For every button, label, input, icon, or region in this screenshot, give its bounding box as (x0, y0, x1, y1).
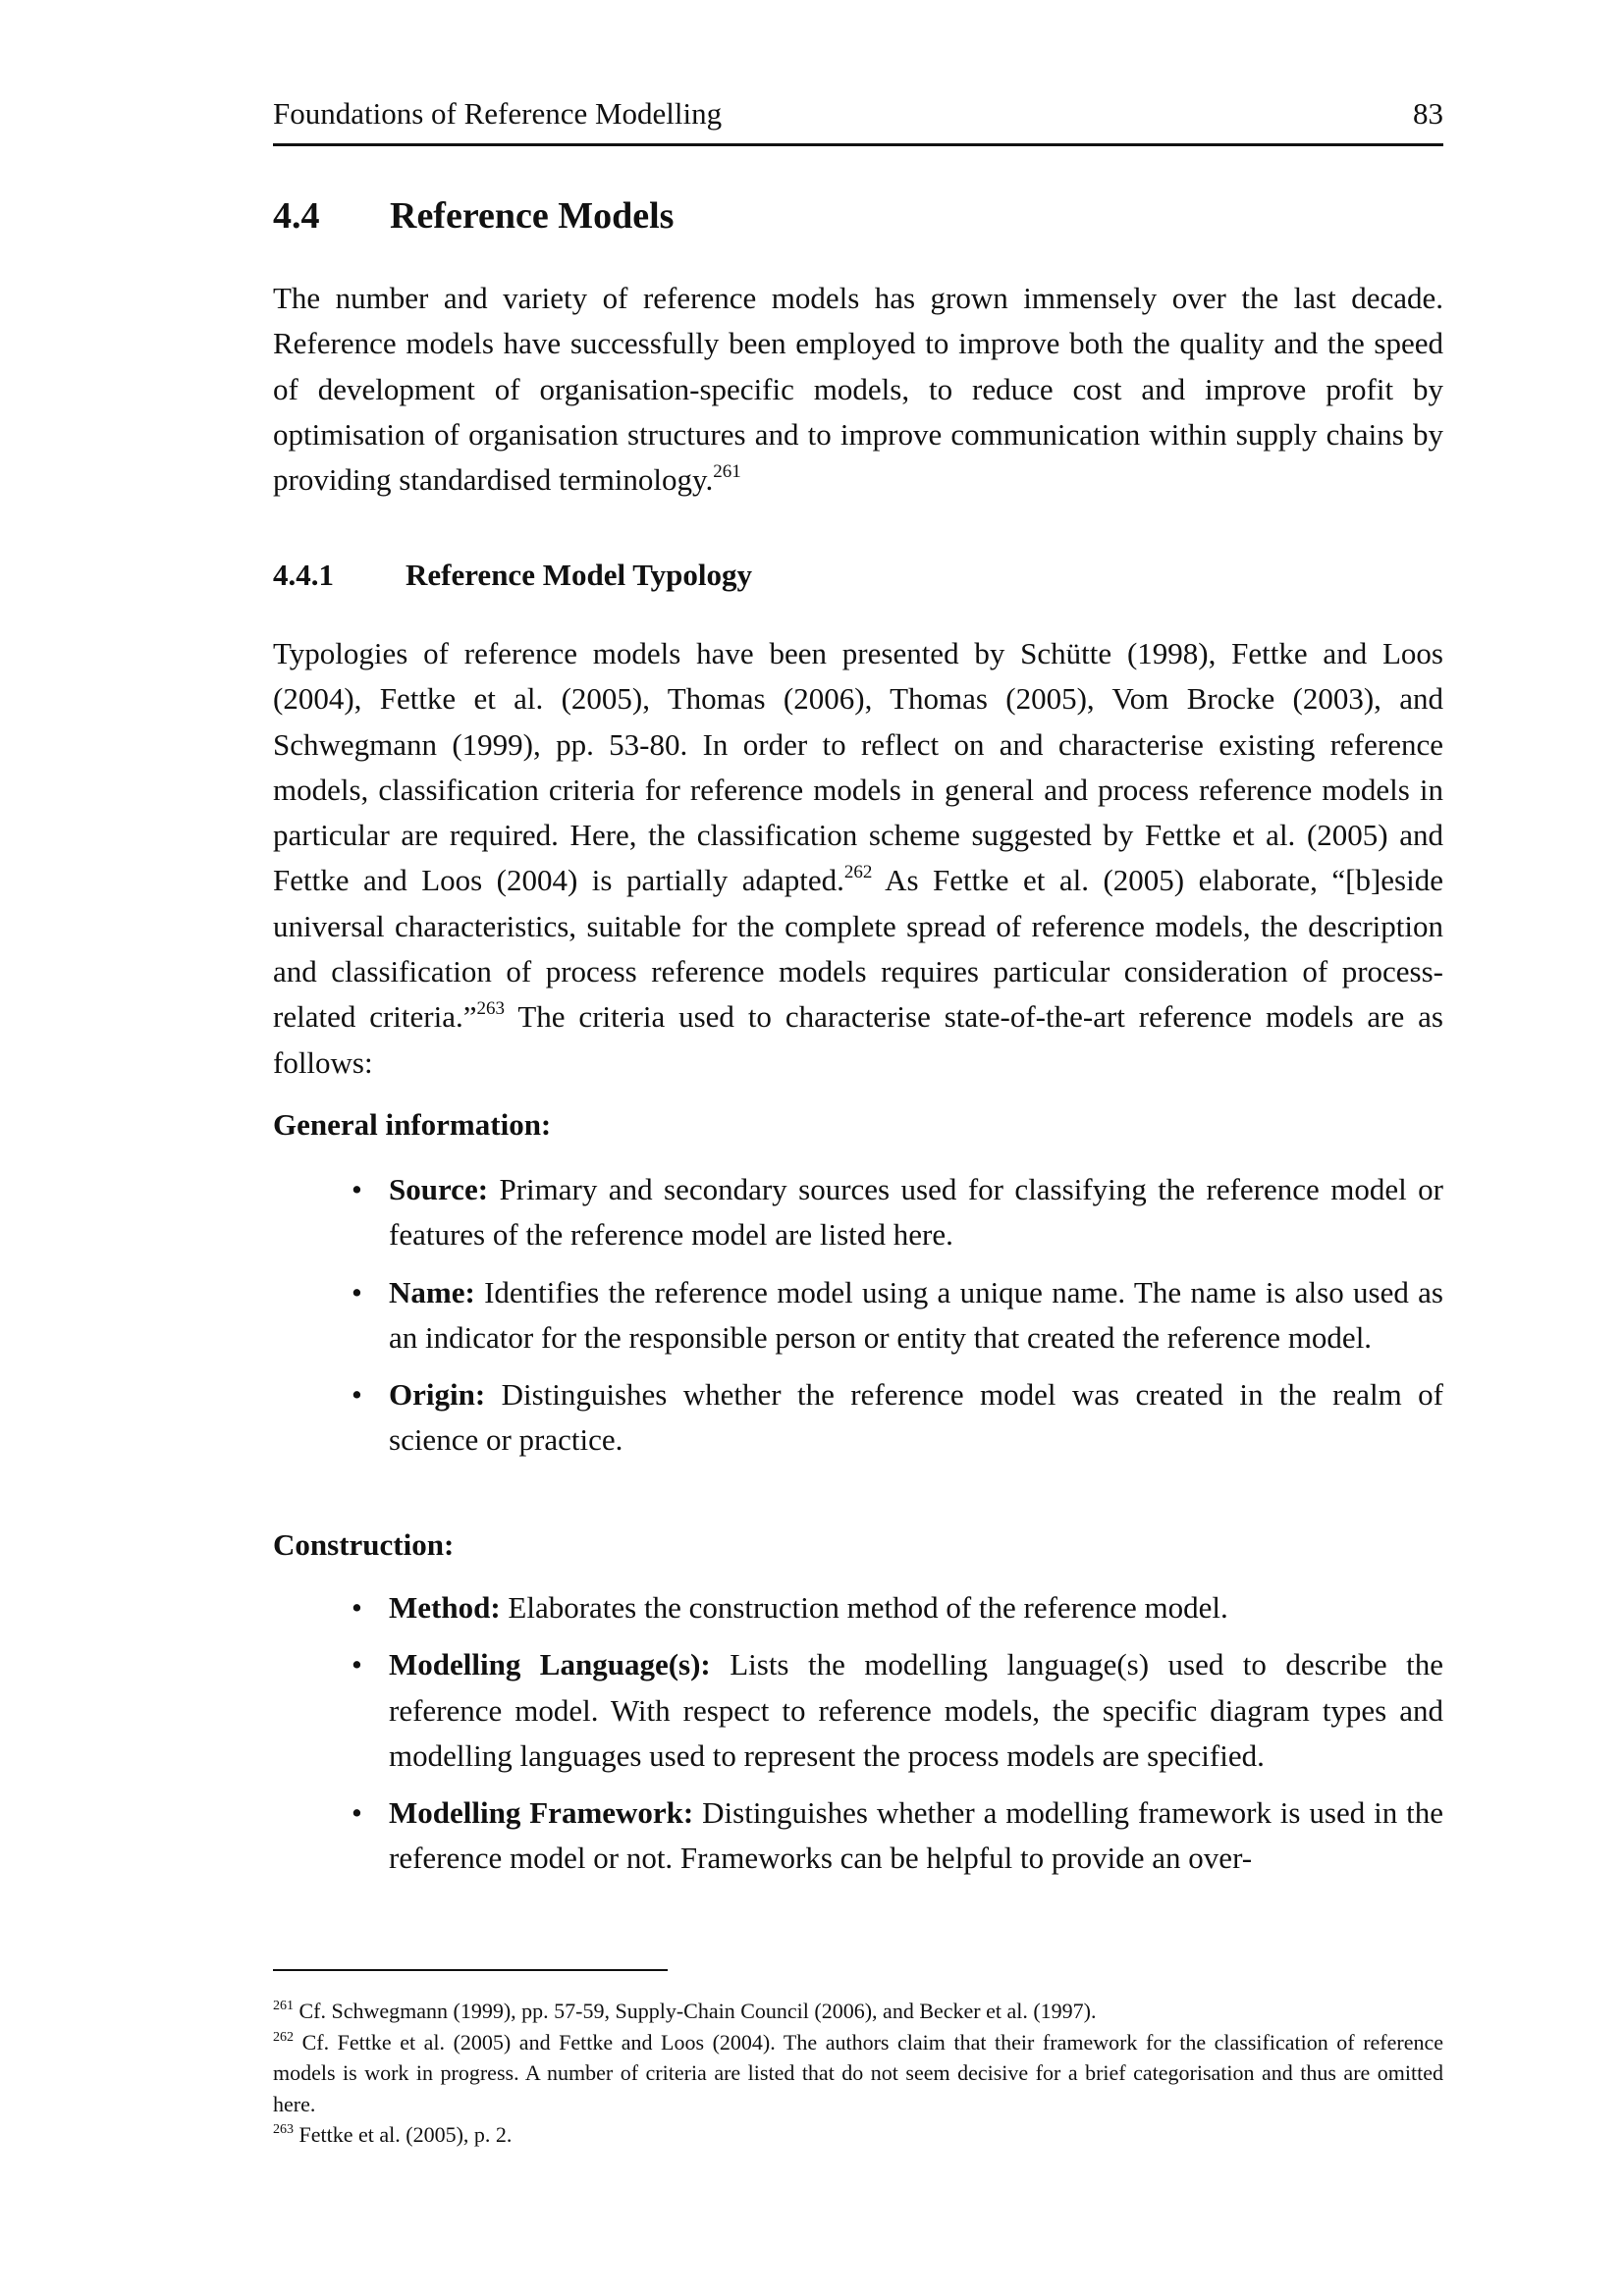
subsection-number: 4.4.1 (273, 558, 334, 592)
section-number: 4.4 (273, 195, 320, 237)
footnote-263 (273, 2119, 1443, 2151)
subsection-title: Reference Model Typology (406, 558, 752, 592)
list-item-method (273, 1585, 1443, 1630)
footnote-text: Cf. Schwegmann (1999), pp. 57-59, Supply-Chain Council (2006), and Becker et al. (1997). (294, 1999, 1097, 2023)
bullet-icon: • (352, 1172, 362, 1206)
bullet-icon: • (352, 1274, 362, 1309)
bullet-icon: • (352, 1377, 362, 1413)
footnote-number: 262 (273, 2029, 294, 2045)
footnote-rule (273, 1969, 668, 1971)
general-information-list (273, 1167, 1443, 1464)
footnote-262 (273, 2027, 1443, 2120)
subsection-heading (273, 553, 1443, 598)
typology-text-3: The criteria used to characterise state-of-the-art reference models are as follows: (273, 999, 1443, 1080)
term: Method: (389, 1590, 501, 1625)
term: Name: (389, 1274, 475, 1309)
bullet-icon: • (352, 1590, 362, 1625)
construction-label: Construction: (273, 1527, 455, 1562)
term: Source: (389, 1172, 489, 1206)
list-item-modelling-languages (273, 1642, 1443, 1779)
description: Distinguishes whether a modelling framework is used in the reference model or not. Frameworks can be helpful to provide an over- (389, 1795, 1444, 1876)
description: Lists the modelling language(s) used to describe the reference model. With respect to reference models, the specific diagram types and modelling languages used to represent the process models are specified. (389, 1647, 1443, 1773)
footnote-number: 261 (273, 1999, 294, 2013)
running-header (273, 94, 1443, 133)
footnote-ref-263[interactable]: 263 (476, 998, 505, 1020)
term: Modelling Framework: (389, 1795, 694, 1831)
page-number: 83 (1413, 96, 1443, 131)
footnote-261 (273, 1996, 1443, 2027)
description: Primary and secondary sources used for classifying the reference model or features of the reference model are listed here. (389, 1172, 1443, 1253)
running-header-title: Foundations of Reference Modelling (273, 96, 723, 131)
footnotes (273, 1996, 1443, 2151)
footnote-text: Fettke et al. (2005), p. 2. (294, 2122, 513, 2147)
typology-text-1: Typologies of reference models have been presented by Schütte (1998), Fettke and Loos (2004), Fettke et al. (2005), Thomas (2006), Thomas (2005), Vom Brocke (2003), and Schwegmann (1999), pp. 53-80. In order to reflect on and characterise existing reference models, classification criteria for reference models in general and process reference models in particular are required. Here, the classification scheme suggested by Fettke et al. (2005) and Fettke and Loos (2004) is partially adapted. (273, 636, 1443, 898)
description: Distinguishes whether the reference model was created in the realm of science or practice. (389, 1377, 1443, 1458)
general-information-label: General information: (273, 1107, 552, 1142)
list-item-modelling-framework (273, 1790, 1443, 1882)
term: Modelling Language(s): (389, 1647, 711, 1682)
bullet-icon: • (352, 1795, 362, 1831)
bullet-icon: • (352, 1647, 362, 1682)
list-item-origin (273, 1372, 1443, 1464)
footnote-number: 263 (273, 2122, 294, 2137)
section-heading (273, 192, 1443, 240)
construction-list (273, 1585, 1443, 1882)
typology-text-2: As Fettke et al. (2005) elaborate, “[b]eside universal characteristics, suitable for the complete spread of reference models, the description and classification of process reference models requires particular consideration of process-related criteria.” (273, 863, 1443, 1035)
section-title: Reference Models (390, 195, 675, 237)
list-item-name (273, 1270, 1443, 1362)
footnote-ref-262[interactable]: 262 (843, 862, 873, 883)
typology-paragraph (273, 631, 1443, 1086)
footnote-ref-261[interactable]: 261 (713, 461, 741, 483)
intro-text: The number and variety of reference models has grown immensely over the last decade. Reference models have successfully been employed to improve both the quality and the speed of development of organisation-specific models, to reduce cost and improve profit by optimisation of organisation structures and to improve communication within supply chains by providing standardised terminology. (273, 281, 1443, 498)
intro-paragraph (273, 276, 1443, 503)
list-item-source (273, 1167, 1443, 1258)
description: Elaborates the construction method of the reference model. (500, 1590, 1228, 1625)
description: Identifies the reference model using a unique name. The name is also used as an indicator for the responsible person or entity that created the reference model. (389, 1274, 1443, 1355)
term: Origin: (389, 1377, 486, 1413)
header-rule (273, 143, 1443, 146)
footnote-text: Cf. Fettke et al. (2005) and Fettke and Loos (2004). The authors claim that their framework for the classification of reference models is work in progress. A number of criteria are listed that do not seem decisive for a brief categorisation and thus are omitted here. (273, 2029, 1443, 2116)
